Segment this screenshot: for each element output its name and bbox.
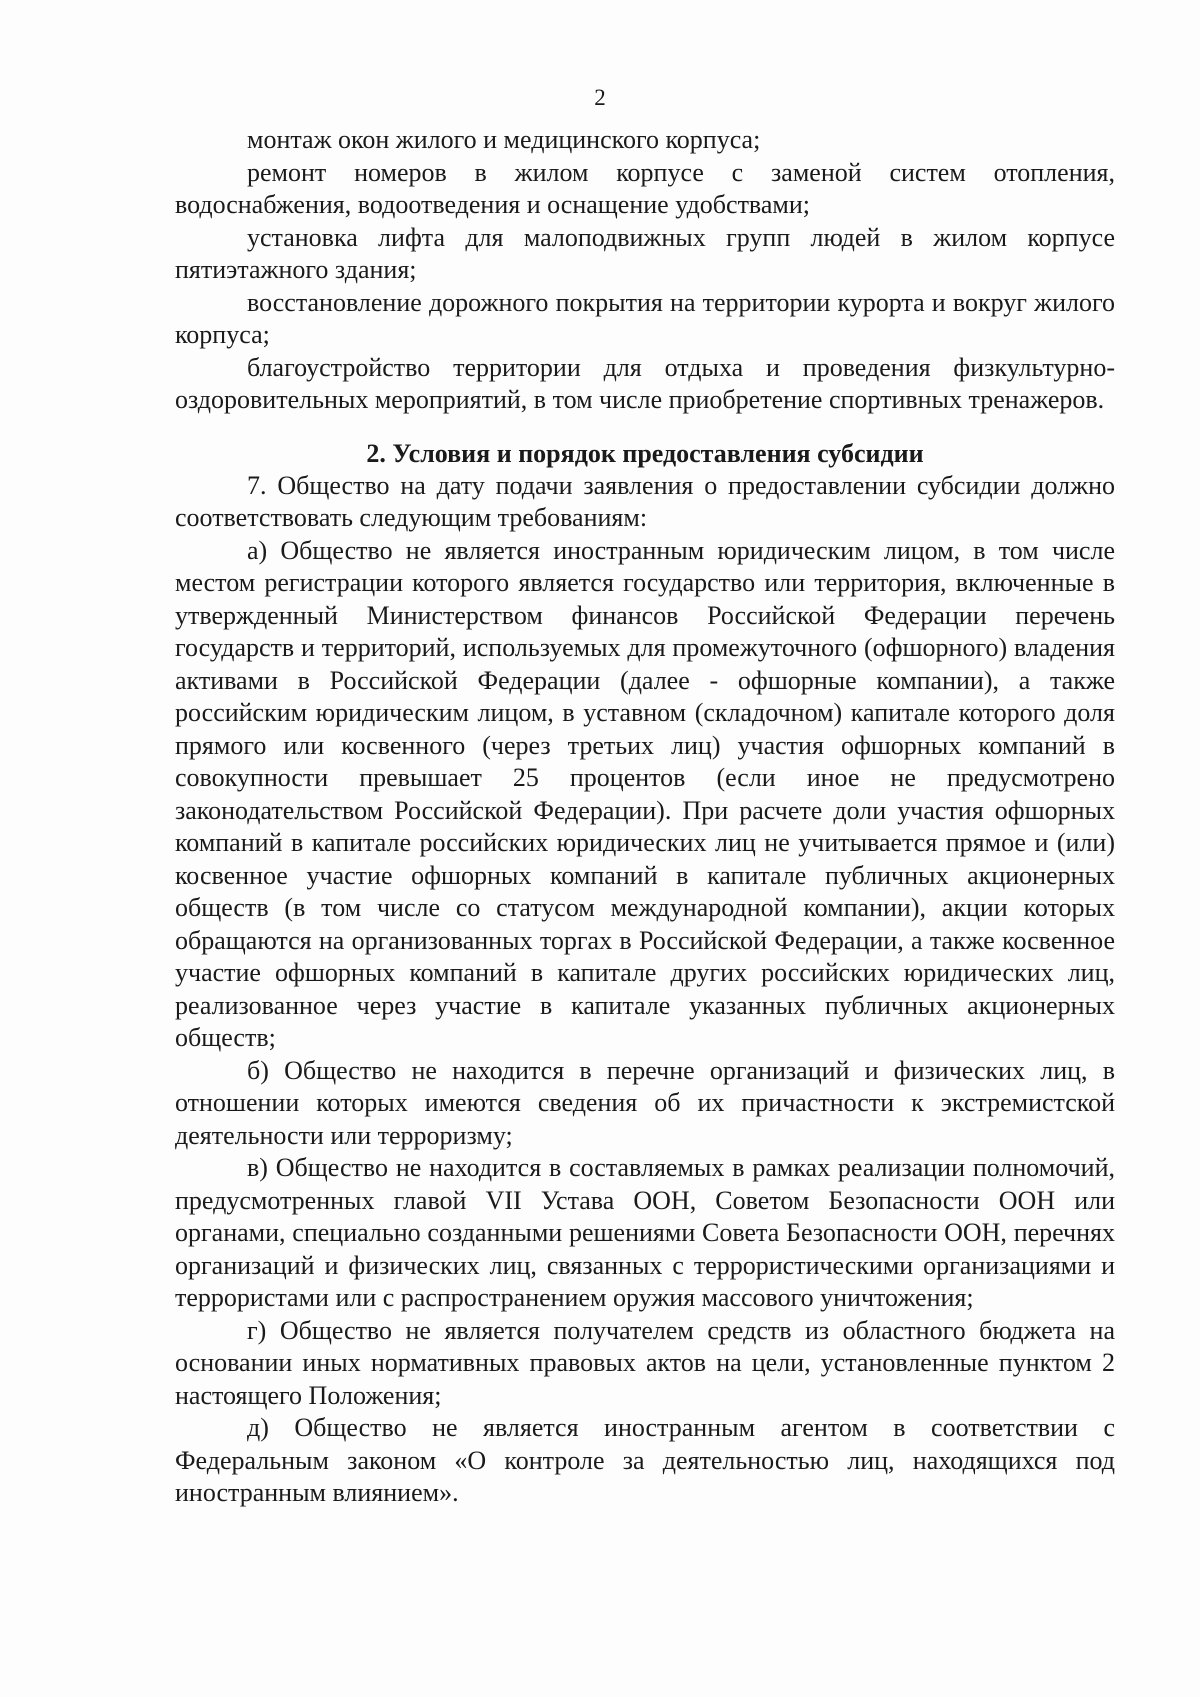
paragraph-requirements-intro: 7. Общество на дату подачи заявления о предоставлении субсидии должно соответствовать следующим требованиям: [175, 470, 1115, 532]
paragraph-requirement-a: а) Общество не является иностранным юридическим лицом, в том числе местом регистрации которого является государство или территория, включенные в утвержденный Министерством финансов Российской Федерации перечень государств и территорий, используемых для промежуточного (офшорного) владения активами в Российской Федерации (далее - офшорные компании), а также российским юридическим лицом, в уставном (складочном) капитале которого доля прямого или косвенного (через третьих лиц) участия офшорных компаний в совокупности превышает 25 процентов (если иное не предусмотрено законодательством Российской Федерации). При расчете доли участия офшорных компаний в капитале российских юридических лиц не учитывается прямое и (или) косвенное участие офшорных компаний в капитале публичных акционерных обществ (в том числе со статусом международной компании), акции которых обращаются на организованных торгах в Российской Федерации, а также косвенное участие офшорных компаний в капитале других российских юридических лиц, реализованное через участие в капитале указанных публичных акционерных обществ; [175, 535, 1115, 1052]
paragraph-requirement-b: б) Общество не находится в перечне организаций и физических лиц, в отношении которых имеются сведения об их причастности к экстремистской деятельности или терроризму; [175, 1055, 1115, 1150]
section-heading: 2. Условия и порядок предоставления субсидии [366, 438, 924, 468]
paragraph-window-installation: монтаж окон жилого и медицинского корпуса; [247, 125, 761, 154]
paragraph-requirement-v: в) Общество не находится в составляемых в рамках реализации полномочий, предусмотренных главой VII Устава ООН, Советом Безопасности ООН или органами, специально созданными решениями Совета Безопасности ООН, перечнях организаций и физических лиц, связанных с террористическими организациями и террористами или с распространением оружия массового уничтожения; [175, 1153, 1115, 1312]
page-number: 2 [594, 85, 606, 110]
paragraph-elevator-installation: установка лифта для малоподвижных групп людей в жилом корпусе пятиэтажного здания; [175, 222, 1115, 284]
paragraph-road-restoration: восстановление дорожного покрытия на территории курорта и вокруг жилого корпуса; [175, 287, 1115, 349]
document-body [175, 124, 1115, 1510]
paragraph-requirement-d: д) Общество не является иностранным агентом в соответствии с Федеральным законом «О контроле за деятельностью лиц, находящихся под иностранным влиянием». [175, 1413, 1115, 1507]
paragraph-requirement-g: г) Общество не является получателем средств из областного бюджета на основании иных нормативных правовых актов на цели, установленные пунктом 2 настоящего Положения; [175, 1315, 1115, 1410]
paragraph-landscaping: благоустройство территории для отдыха и проведения физкультурно-оздоровительных мероприятий, в том числе приобретение спортивных тренажеров. [175, 352, 1115, 414]
paragraph-room-renovation: ремонт номеров в жилом корпусе с заменой систем отопления, водоснабжения, водоотведения и оснащение удобствами; [175, 157, 1115, 219]
